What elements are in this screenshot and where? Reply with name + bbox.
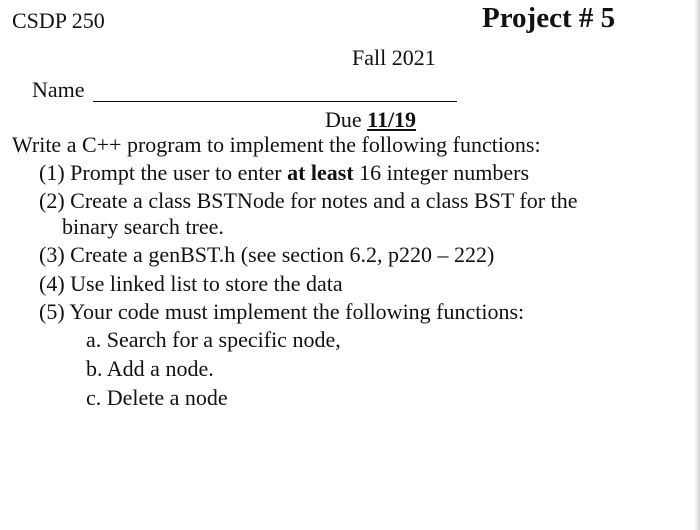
due-label: Due	[325, 107, 362, 132]
sub-item-a: a. Search for a specific node,	[86, 327, 341, 352]
list-item-5: (5) Your code must implement the following functions:	[39, 299, 525, 324]
list-item-2-line-2: binary search tree.	[62, 214, 224, 239]
name-label: Name	[32, 77, 85, 102]
due-line	[325, 107, 416, 133]
term: Fall 2021	[352, 45, 436, 70]
sub-item-c: c. Delete a node	[86, 385, 228, 410]
course-code: CSDP 250	[12, 8, 105, 33]
item1-post: 16 integer numbers	[359, 160, 530, 185]
sub-item-b: b. Add a node.	[86, 356, 214, 381]
name-blank-line	[93, 101, 457, 102]
page-edge-shadow	[694, 0, 700, 530]
list-item-2-line-1: (2) Create a class BSTNode for notes and a class BST for the	[39, 188, 578, 213]
item1-pre: (1) Prompt the user to enter	[39, 160, 282, 185]
intro-text: Write a C++ program to implement the following functions:	[12, 132, 541, 157]
item1-bold: at least	[287, 160, 354, 185]
list-item-4: (4) Use linked list to store the data	[39, 271, 343, 296]
list-item-1	[39, 160, 529, 186]
due-date: 11/19	[367, 107, 417, 132]
list-item-3: (3) Create a genBST.h (see section 6.2, p220 – 222)	[39, 242, 495, 267]
project-title: Project # 5	[482, 2, 616, 34]
